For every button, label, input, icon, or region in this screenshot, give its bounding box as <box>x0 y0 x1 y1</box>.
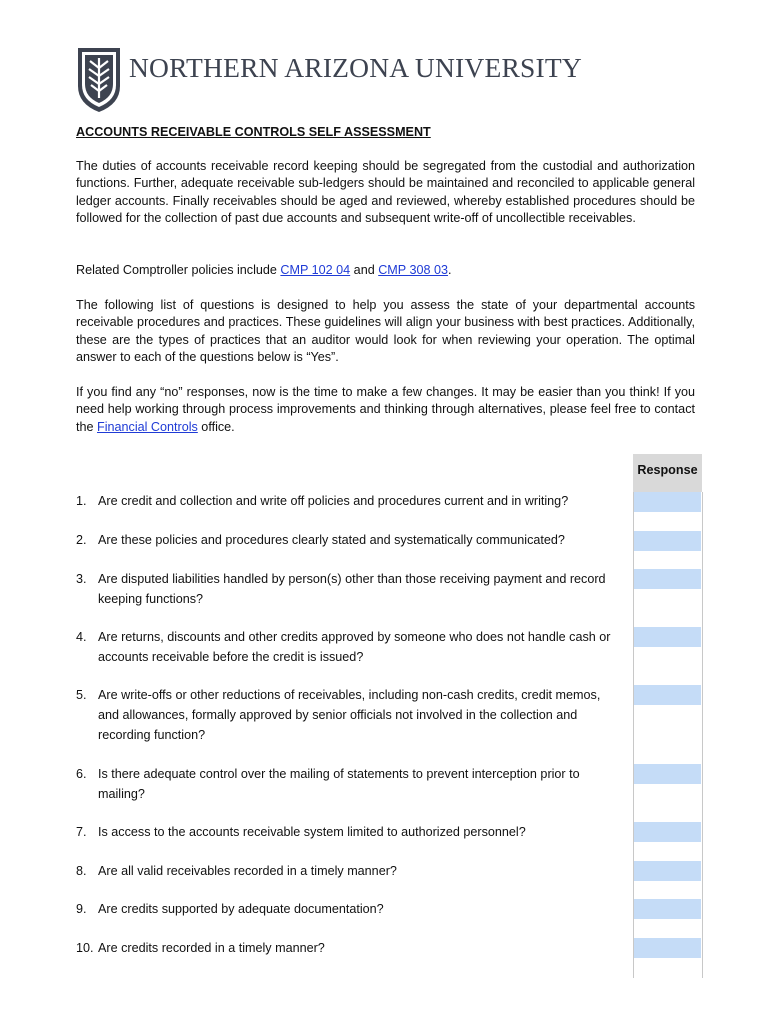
question-number: 6. <box>76 767 87 781</box>
related-policies-paragraph <box>76 262 695 279</box>
financial-controls-link[interactable]: Financial Controls <box>97 419 198 434</box>
question-text: Are all valid receivables recorded in a timely manner? <box>98 864 397 878</box>
help-suffix: office. <box>197 419 235 434</box>
response-field-4[interactable] <box>634 627 701 647</box>
response-field-8[interactable] <box>634 861 701 881</box>
response-field-5[interactable] <box>634 685 701 705</box>
question-item <box>76 530 621 550</box>
help-text: If you find any “no” responses, now is the time to make a few changes. It may be easier than you think! If you need help working through process improvements and thinking through alternatives, please feel free to contact the <box>76 385 695 434</box>
question-item <box>76 569 621 609</box>
question-text: Are credits recorded in a timely manner? <box>98 941 325 955</box>
guidance-paragraph: The following list of questions is designed to help you assess the state of your departmental accounts receivable procedures and practices. These guidelines will align your business with best practices. Additionally, these are the types of practices that an auditor would look for when reviewing your operation. The optimal answer to each of the questions below is “Yes”. <box>76 298 695 364</box>
response-field-6[interactable] <box>634 764 701 784</box>
university-shield-logo <box>76 46 122 114</box>
question-item <box>76 899 621 919</box>
related-suffix: . <box>447 263 452 277</box>
question-text: Are credit and collection and write off policies and procedures current and in writing? <box>98 494 569 508</box>
question-text: Is there adequate control over the mailing of statements to prevent interception prior to mailing? <box>98 767 580 801</box>
question-item <box>76 764 621 804</box>
related-prefix: Related Comptroller policies include <box>76 263 281 277</box>
question-text: Are write-offs or other reductions of receivables, including non-cash credits, credit memos, and allowances, formally approved by senior officials not involved in the collection and recording function? <box>98 688 601 742</box>
question-number: 9. <box>76 902 87 916</box>
question-number: 3. <box>76 572 87 586</box>
question-text: Is access to the accounts receivable system limited to authorized personnel? <box>98 825 526 839</box>
question-item <box>76 861 621 881</box>
cmp-102-04-link[interactable]: CMP 102 04 <box>280 263 351 277</box>
question-number: 5. <box>76 688 87 702</box>
response-field-10[interactable] <box>634 938 701 958</box>
question-number: 1. <box>76 494 87 508</box>
help-paragraph <box>76 384 695 436</box>
question-text: Are disputed liabilities handled by person(s) other than those receiving payment and record keeping functions? <box>98 572 606 606</box>
question-text: Are these policies and procedures clearly stated and systematically communicated? <box>98 533 565 547</box>
page-title: ACCOUNTS RECEIVABLE CONTROLS SELF ASSESSMENT <box>76 125 431 139</box>
related-middle: and <box>350 263 379 277</box>
cmp-308-03-link[interactable]: CMP 308 03 <box>378 263 448 277</box>
question-item <box>76 822 621 842</box>
question-text: Are returns, discounts and other credits approved by someone who does not handle cash or accounts receivable before the credit is issued? <box>98 630 611 664</box>
question-item <box>76 627 621 667</box>
question-item <box>76 938 621 958</box>
university-name: NORTHERN ARIZONA UNIVERSITY <box>129 52 582 83</box>
question-item <box>76 491 621 511</box>
question-number: 8. <box>76 864 87 878</box>
question-number: 7. <box>76 825 87 839</box>
intro-paragraph: The duties of accounts receivable record keeping should be segregated from the custodial and authorization functions. Further, adequate receivable sub-ledgers should be maintained and reconciled to applicable general ledger accounts. Finally receivables should be aged and reviewed, whereby established procedures should be followed for the collection of past due accounts and subsequent write-off of uncollectible receivables. <box>76 159 695 225</box>
question-number: 4. <box>76 630 87 644</box>
response-column-header: Response <box>633 454 702 492</box>
question-number: 2. <box>76 533 87 547</box>
question-item <box>76 685 621 745</box>
response-field-9[interactable] <box>634 899 701 919</box>
response-field-3[interactable] <box>634 569 701 589</box>
response-field-7[interactable] <box>634 822 701 842</box>
response-field-1[interactable] <box>634 492 701 512</box>
response-field-2[interactable] <box>634 531 701 551</box>
question-number: 10. <box>76 941 94 955</box>
question-text: Are credits supported by adequate documentation? <box>98 902 384 916</box>
